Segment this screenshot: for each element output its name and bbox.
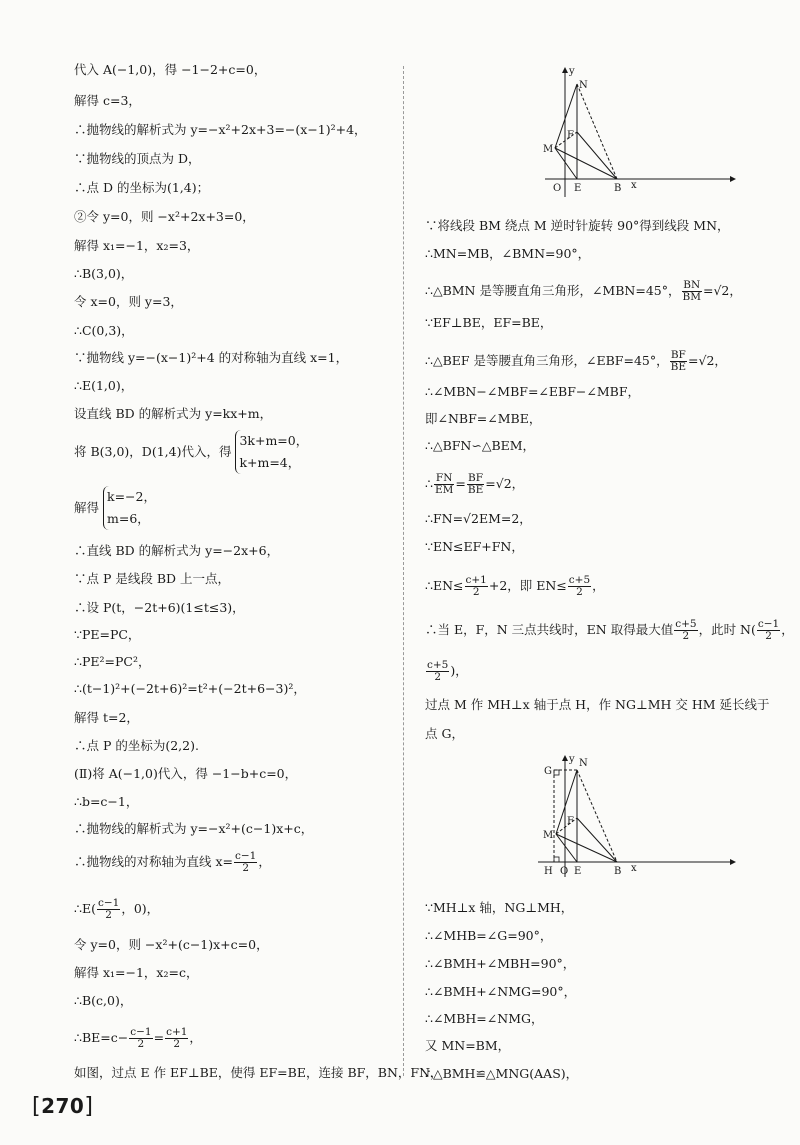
text-line: ∴∠MHB=∠G=90°， — [425, 928, 553, 943]
text-line: ∴B(3,0)， — [74, 266, 134, 281]
label-G: G — [544, 766, 552, 777]
text-run: )， — [450, 663, 468, 678]
text-run: =√2， — [485, 476, 525, 491]
text-line: ∴∠MBH=∠NMG， — [425, 1011, 544, 1026]
text-line: ∴直线 BD 的解析式为 y=−2x+6， — [74, 543, 280, 558]
text-run: ∴当 E，F，N 三点共线时，EN 取得最大值 — [425, 622, 674, 637]
fraction — [426, 660, 449, 683]
text-line: 即∠NBF=∠MBE， — [425, 411, 542, 426]
fraction — [674, 619, 697, 642]
text-line — [74, 898, 159, 921]
text-line: ∴抛物线的解析式为 y=−x²+2x+3=−(x−1)²+4， — [74, 122, 367, 137]
text-line: ∴b=c−1， — [74, 794, 139, 809]
text-line — [425, 619, 794, 642]
numerator: BF — [670, 349, 686, 361]
numerator: c−1 — [757, 618, 780, 630]
page-number-text: 270 — [41, 1094, 85, 1118]
text-line: 如图，过点 E 作 EF⊥BE，使得 EF=BE，连接 BF，BN，FN， — [74, 1065, 443, 1080]
text-run: ， — [258, 854, 271, 869]
denominator: 2 — [105, 909, 112, 921]
text-line — [425, 280, 742, 303]
numerator: BF — [468, 472, 484, 484]
text-line: ∴设 P(t，−2t+6)(1≤t≤3)， — [74, 600, 245, 615]
system-line — [74, 486, 156, 530]
text-run: ∴ — [425, 476, 433, 491]
segment-NB — [577, 770, 617, 862]
text-line: 设直线 BD 的解析式为 y=kx+m， — [74, 406, 273, 421]
equation: k+m=4， — [239, 455, 301, 470]
text-line: ∴抛物线的解析式为 y=−x²+(c−1)x+c， — [74, 821, 314, 836]
text-line: ∵将线段 BM 绕点 M 逆时针旋转 90°得到线段 MN， — [425, 218, 730, 233]
text-line: ∴PE²=PC²， — [74, 654, 151, 669]
text-line — [74, 851, 271, 874]
text-line: 解得 — [74, 500, 100, 515]
label-N: N — [579, 758, 588, 769]
text-line: ∵EN≤EF+FN， — [425, 539, 524, 554]
text-line: ∵PE=PC， — [74, 627, 141, 642]
segment-MB — [555, 148, 617, 179]
numerator: c−1 — [130, 1026, 152, 1038]
denominator: 2 — [472, 586, 480, 598]
geometry-figure-1 — [535, 62, 765, 202]
text-run: ，此时 N( — [698, 622, 756, 637]
text-run: ∴E( — [74, 901, 96, 916]
text-line: ∴C(0,3)， — [74, 323, 134, 338]
label-N: N — [579, 80, 588, 91]
numerator: c+1 — [166, 1026, 188, 1038]
text-line: 过点 M 作 MH⊥x 轴于点 H，作 NG⊥MH 交 HM 延长线于 — [425, 697, 770, 712]
text-line: ∴△BFN∽△BEM， — [425, 438, 536, 453]
text-line: ∴△BMH≌△MNG(AAS)， — [425, 1066, 579, 1081]
segment-ME — [555, 148, 577, 179]
fraction — [682, 280, 702, 303]
text-line: ∴点 D 的坐标为(1,4)； — [74, 180, 210, 195]
label-B: B — [614, 183, 622, 194]
denominator: 2 — [765, 630, 772, 642]
segment-FB — [577, 818, 617, 862]
denominator: 2 — [137, 1038, 145, 1050]
fraction — [234, 851, 257, 874]
numerator: BN — [683, 279, 701, 291]
fraction — [165, 1027, 188, 1050]
text-line: ②令 y=0，则 −x²+2x+3=0， — [74, 209, 255, 224]
denominator: 2 — [576, 586, 583, 598]
text-line: ∵点 P 是线段 BD 上一点， — [74, 571, 231, 586]
label-y: y — [569, 754, 575, 765]
page-number: [270] — [32, 1094, 94, 1119]
text-run: ∴抛物线的对称轴为直线 x= — [74, 854, 233, 869]
label-M: M — [543, 144, 554, 155]
text-line: ∵MH⊥x 轴，NG⊥MH， — [425, 900, 574, 915]
label-O: O — [553, 183, 562, 194]
text-run: +2，即 EN≤ — [488, 578, 567, 593]
text-line — [425, 473, 524, 496]
fraction — [757, 619, 780, 642]
text-line: ∴B(c,0)， — [74, 993, 133, 1008]
text-line: 解得 x₁=−1，x₂=c， — [74, 965, 199, 980]
numerator: FN — [435, 472, 453, 484]
label-F: F — [567, 130, 574, 141]
denominator: 2 — [434, 671, 442, 683]
text-line: ∴FN=√2EM=2， — [425, 511, 532, 526]
label-F: F — [567, 816, 574, 827]
text-line: (Ⅱ)将 A(−1,0)代入，得 −1−b+c=0， — [74, 766, 298, 781]
fraction — [434, 473, 454, 496]
label-M: M — [543, 830, 554, 841]
text-run: ， — [781, 622, 794, 637]
text-run: ， — [189, 1030, 202, 1045]
denominator: 2 — [242, 862, 250, 874]
equation: k=−2， — [107, 489, 156, 504]
segment-NB — [577, 84, 617, 179]
segment-FB — [577, 132, 617, 179]
text-line — [425, 575, 605, 598]
numerator: c−1 — [97, 897, 120, 909]
text-line: 又 MN=BM， — [425, 1038, 511, 1053]
fraction — [568, 575, 591, 598]
text-run: ∴BE=c− — [74, 1030, 129, 1045]
text-line — [74, 1027, 202, 1050]
text-run: ∴△BMN 是等腰直角三角形，∠MBN=45°， — [425, 283, 681, 298]
text-run: =√2， — [688, 353, 727, 368]
numerator: c+5 — [568, 574, 591, 586]
label-E: E — [574, 183, 582, 194]
denominator: EM — [434, 484, 454, 496]
text-line: ∵抛物线 y=−(x−1)²+4 的对称轴为直线 x=1， — [74, 350, 349, 365]
label-O: O — [560, 866, 569, 877]
text-line: 点 G， — [425, 726, 464, 741]
text-line: 解得 c=3， — [74, 93, 141, 108]
text-run: = — [153, 1030, 165, 1045]
text-line: ∴MN=MB，∠BMN=90°， — [425, 246, 591, 261]
fraction — [97, 898, 120, 921]
text-line: ∴点 P 的坐标为(2,2). — [74, 738, 199, 753]
denominator: BE — [467, 484, 484, 496]
geometry-figure-2 — [530, 752, 760, 887]
fraction — [467, 473, 484, 496]
text-line: ∴∠BMH+∠NMG=90°， — [425, 984, 577, 999]
text-line: ∴(t−1)²+(−2t+6)²=t²+(−2t+6−3)²， — [74, 681, 306, 696]
text-line: 解得 t=2， — [74, 710, 139, 725]
text-line — [425, 660, 468, 683]
numerator: c−1 — [235, 850, 257, 862]
text-run: ∴△BEF 是等腰直角三角形，∠EBF=45°， — [425, 353, 669, 368]
equation-system — [235, 430, 308, 474]
text-line: ∵抛物线的顶点为 D， — [74, 151, 201, 166]
fraction — [465, 575, 488, 598]
right-angle-mark-H — [554, 857, 559, 862]
column-divider — [403, 66, 404, 1076]
text-line: ∴∠MBN−∠MBF=∠EBF−∠MBF， — [425, 384, 640, 399]
text-line: 令 y=0，则 −x²+(c−1)x+c=0， — [74, 937, 269, 952]
text-run: = — [455, 476, 466, 491]
text-run: ∴EN≤ — [425, 578, 464, 593]
label-B: B — [614, 866, 622, 877]
system-line — [74, 430, 308, 474]
label-x: x — [631, 180, 637, 191]
equation: m=6， — [107, 511, 150, 526]
numerator: c+5 — [427, 659, 449, 671]
label-x: x — [631, 863, 637, 874]
label-E: E — [574, 866, 582, 877]
label-y: y — [569, 66, 575, 77]
numerator: c+5 — [675, 618, 697, 630]
text-line: 代入 A(−1,0)，得 −1−2+c=0， — [74, 62, 267, 77]
denominator: BM — [682, 291, 701, 303]
right-angle-mark-G — [554, 770, 559, 775]
text-run: ， — [592, 578, 605, 593]
text-run: =√2， — [702, 283, 742, 298]
denominator: 2 — [173, 1038, 181, 1050]
equation-system — [103, 486, 156, 530]
text-line — [425, 350, 727, 373]
text-line: 令 x=0，则 y=3， — [74, 294, 183, 309]
text-run: ，0)， — [121, 901, 160, 916]
text-line: 将 B(3,0)，D(1,4)代入，得 — [74, 444, 232, 459]
denominator: BE — [670, 361, 687, 373]
label-H: H — [544, 866, 553, 877]
text-line: ∴E(1,0)， — [74, 378, 134, 393]
fraction — [670, 350, 687, 373]
denominator: 2 — [682, 630, 690, 642]
equation: 3k+m=0， — [239, 433, 309, 448]
text-line: 解得 x₁=−1，x₂=3， — [74, 238, 200, 253]
numerator: c+1 — [465, 574, 487, 586]
fraction — [129, 1027, 152, 1050]
text-line: ∵EF⊥BE，EF=BE， — [425, 315, 553, 330]
text-line: ∴∠BMH+∠MBH=90°， — [425, 956, 576, 971]
